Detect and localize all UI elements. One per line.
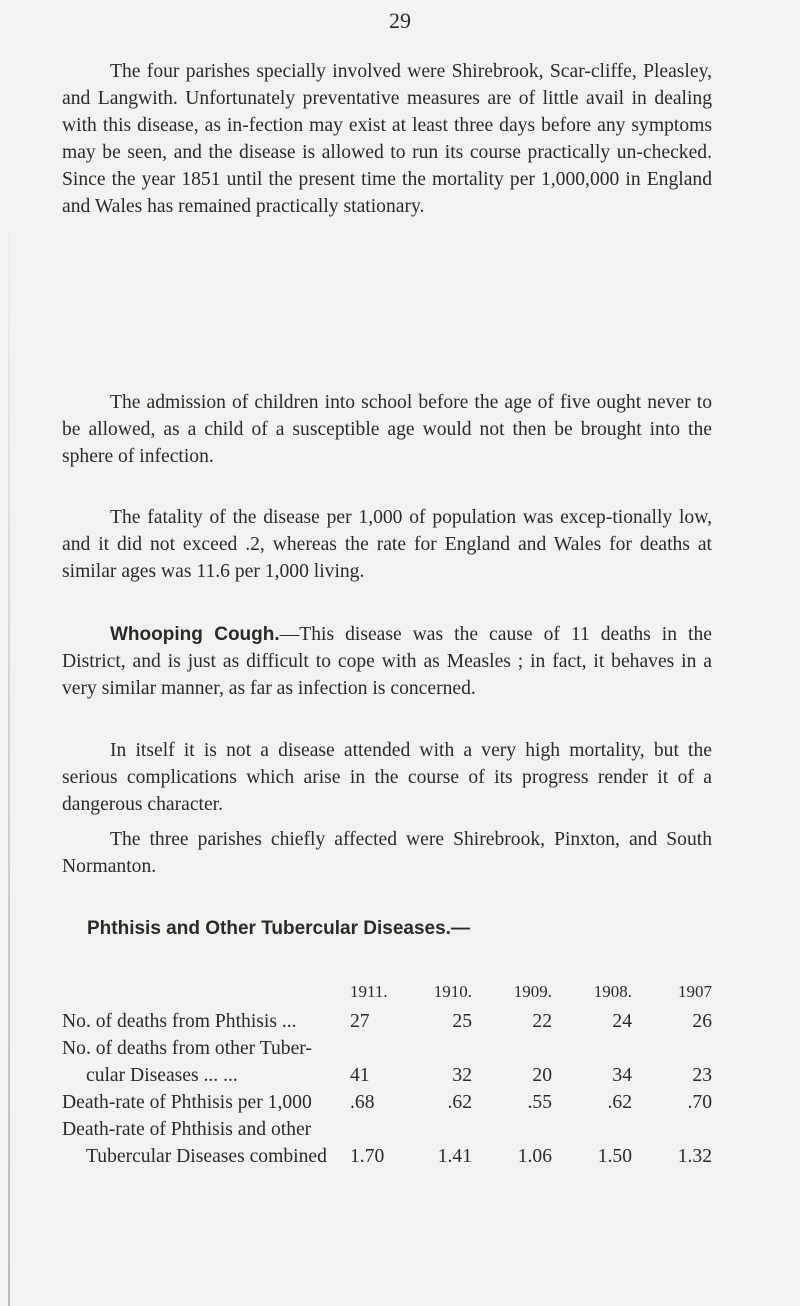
paragraph-school-admission: The admission of children into school before the age of five ought never to be allowed, as a child of a susceptible age would not then be brought into the sphere of infection.	[62, 392, 712, 467]
row-label: Death-rate of Phthisis and other	[62, 1119, 312, 1140]
table-header-row	[62, 978, 712, 1006]
table-row	[62, 1141, 712, 1168]
table-cell: 24	[612, 1011, 632, 1032]
table-cell: 20	[532, 1065, 552, 1086]
table-cell: 1.06	[517, 1146, 552, 1167]
table-cell: 22	[532, 1011, 552, 1032]
table-cell: 1.41	[437, 1146, 472, 1167]
table-cell: .62	[447, 1092, 472, 1113]
year-header: 1907	[678, 982, 712, 1001]
phthisis-heading: Phthisis and Other Tubercular Diseases.—	[87, 918, 470, 939]
row-label: No. of deaths from other Tuber-	[62, 1038, 312, 1059]
table-cell: 1.50	[597, 1146, 632, 1167]
page-number: 29	[389, 8, 411, 33]
table-cell: 34	[612, 1065, 632, 1086]
page-edge-shadow	[8, 230, 10, 1306]
table-cell: .70	[687, 1092, 712, 1113]
table-corner	[62, 978, 350, 1006]
table-cell: 1.32	[677, 1146, 712, 1167]
year-header: 1911.	[350, 982, 388, 1001]
paragraph-fatality: The fatality of the disease per 1,000 of population was excep-tionally low, and it did not exceed .2, whereas the rate for England and Wales for deaths at similar ages was 11.6 per 1,000 living.	[62, 507, 712, 582]
whooping-cough-text: —This disease was the cause of 11 deaths in the District, and is just as difficult to cope with as Measles ; in fact, it behaves in a very similar manner, as far as infection is concerned.	[62, 624, 712, 699]
table-cell: 25	[452, 1011, 472, 1032]
paragraph-mortality: In itself it is not a disease attended with a very high mortality, but the serious complications which arise in the course of its progress render it of a dangerous character.	[62, 740, 712, 815]
paragraph-affected-parishes: The three parishes chiefly affected were Shirebrook, Pinxton, and South Normanton.	[62, 829, 712, 877]
phthisis-table	[62, 978, 712, 1168]
table-cell: 27	[350, 1011, 370, 1032]
table-row	[62, 1033, 712, 1060]
row-label-continued: Tubercular Diseases combined	[86, 1146, 327, 1167]
table-cell: .62	[607, 1092, 632, 1113]
row-label: No. of deaths from Phthisis ...	[62, 1011, 297, 1032]
table-cell: .68	[350, 1092, 375, 1113]
year-header: 1909.	[513, 982, 552, 1001]
table-cell: 23	[692, 1065, 712, 1086]
year-header: 1908.	[593, 982, 632, 1001]
whooping-cough-heading: Whooping Cough.	[110, 624, 280, 645]
table-cell: 1.70	[350, 1146, 385, 1167]
paragraph-parishes: The four parishes specially involved were Shirebrook, Scar-cliffe, Pleasley, and Langwith. Unfortunately preventative measures are of little avail in dealing with this disease, as in-fection may exist at least three days before any symptoms may be seen, and the disease is allowed to run its course practically un-checked. Since the year 1851 until the present time the mortality per 1,000,000 in England and Wales has remained practically stationary.	[62, 61, 712, 217]
row-label: Death-rate of Phthisis per 1,000	[62, 1092, 312, 1113]
table-row	[62, 1006, 712, 1033]
table-cell: 26	[692, 1011, 712, 1032]
table-row	[62, 1087, 712, 1114]
table-cell: 41	[350, 1065, 370, 1086]
year-header: 1910.	[433, 982, 472, 1001]
table-row	[62, 1114, 712, 1141]
table-row	[62, 1060, 712, 1087]
paragraph-whooping-cough	[62, 621, 712, 702]
row-label-continued: cular Diseases ... ...	[86, 1065, 238, 1086]
table-cell: .55	[527, 1092, 552, 1113]
table-cell: 32	[452, 1065, 472, 1086]
